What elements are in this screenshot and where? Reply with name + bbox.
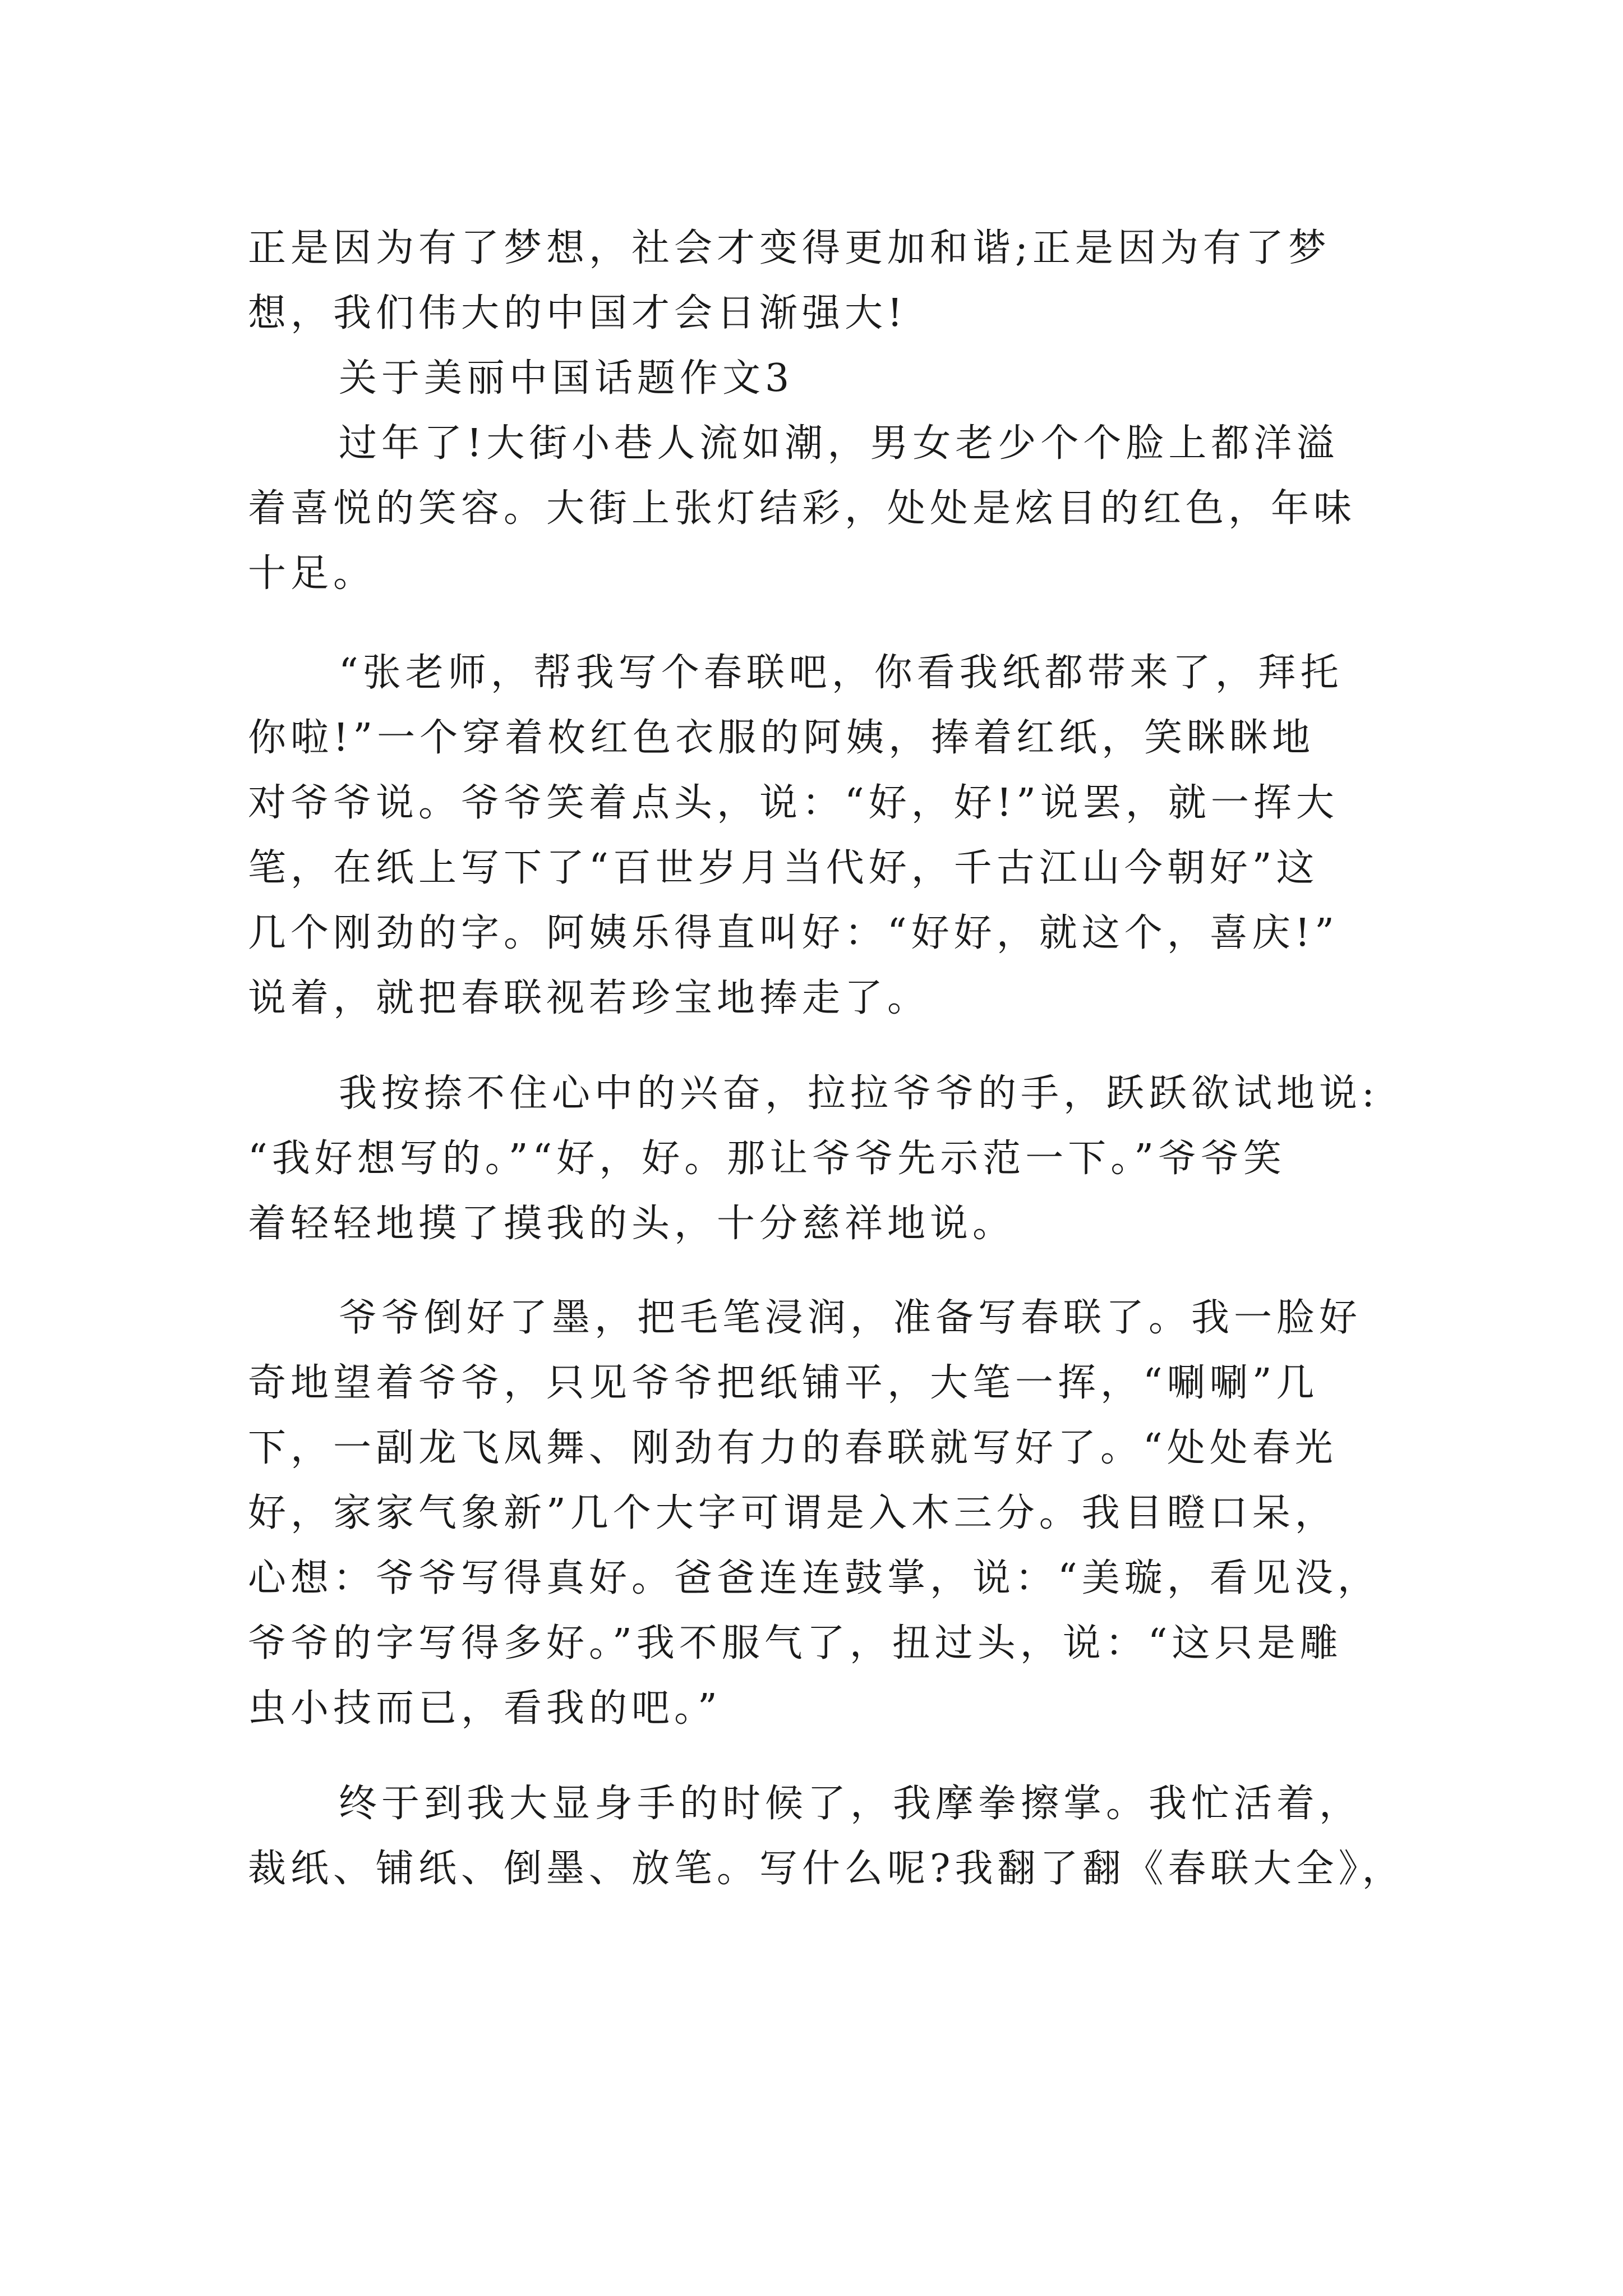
text-line: 说着，就把春联视若珍宝地捧走了。 [248,976,930,1020]
text-line: 终于到我大显身手的时候了，我摩拳擦掌。我忙活着， [339,1782,1362,1826]
text-line: 着喜悦的笑容。大街上张灯结彩，处处是炫目的红色，年味 [248,486,1357,531]
text-line: 虫小技而已，看我的吧。” [248,1686,722,1731]
text-line: 笔，在纸上写下了“百世岁月当代好，千古江山今朝好”这 [248,846,1319,890]
text-line: 着轻轻地摸了摸我的头，十分慈祥地说。 [248,1202,1016,1246]
text-line: 心想：爷爷写得真好。爸爸连连鼓掌，说：“美璇，看见没， [248,1556,1380,1600]
text-line: 几个刚劲的字。阿姨乐得直叫好：“好好，就这个，喜庆!” [248,911,1339,955]
text-line: 想，我们伟大的中国才会日渐强大! [248,291,907,335]
text-line: 爷爷的字写得多好。”我不服气了，扭过头，说：“这只是雕 [248,1621,1343,1665]
text-line: “我好想写的。”“好，好。那让爷爷先示范一下。”爷爷笑 [248,1137,1287,1181]
text-line: 爷爷倒好了墨，把毛笔浸润，准备写春联了。我一脸好 [339,1296,1362,1340]
text-line: 裁纸、铺纸、倒墨、放笔。写什么呢?我翻了翻《春联大全》， [248,1847,1405,1891]
text-line: 对爷爷说。爷爷笑着点头，说：“好，好!”说罢，就一挥大 [248,781,1339,825]
text-line: 我按捺不住心中的兴奋，拉拉爷爷的手，跃跃欲试地说: [339,1071,1379,1116]
text-line: 十足。 [248,551,376,596]
text-line: “张老师，帮我写个春联吧，你看我纸都带来了，拜托 [339,651,1343,695]
text-line: 下，一副龙飞凤舞、刚劲有力的春联就写好了。“处处春光 [248,1426,1338,1470]
text-line: 奇地望着爷爷，只见爷爷把纸铺平，大笔一挥，“唰唰”几 [248,1361,1319,1405]
text-line: 你啦!”一个穿着枚红色衣服的阿姨，捧着红纸，笑眯眯地 [248,716,1315,760]
text-line: 正是因为有了梦想，社会才变得更加和谐;正是因为有了梦 [248,226,1331,270]
section-heading: 关于美丽中国话题作文3 [339,356,794,401]
text-line: 好，家家气象新”几个大字可谓是入木三分。我目瞪口呆， [248,1491,1338,1535]
text-line: 过年了!大街小巷人流如潮，男女老少个个脸上都洋溢 [339,421,1339,466]
